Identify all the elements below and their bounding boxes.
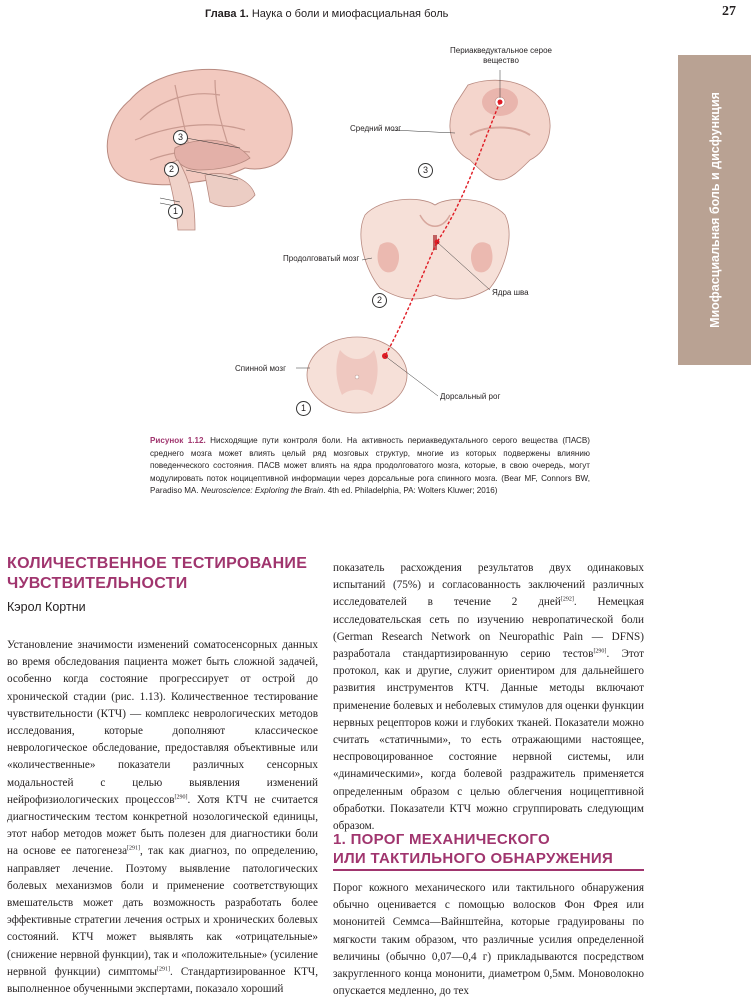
subsection-title — [333, 830, 613, 868]
figure-descending-pathways — [0, 30, 670, 435]
marker-2-medulla: 2 — [372, 293, 387, 308]
figure-caption — [150, 435, 590, 498]
ref-291b: [291] — [157, 966, 170, 973]
caption-label: Рисунок 1.12. — [150, 436, 206, 445]
label-raphe: Ядра шва — [492, 288, 529, 297]
left-text-3: , так как диагноз, по определению, направляет лечение. Поэтому выявление патологических болевых механизмов боли и применение соответствующих вмешательств может дать возможность разработать более эффективные стратегии лечения острых и хронических болевых состояний. КТЧ может выявлять как «отрицательные» (снижение нервной функции), так и «положительные» (усиление нервной функции) симптомы — [7, 845, 318, 978]
ref-291: [291] — [127, 845, 141, 852]
marker-3-midbrain: 3 — [418, 163, 433, 178]
right-text-1: показатель расхождения результатов двух одинаковых испытаний (75%) и согласованность заключений различных исследователей в течение 2 дней — [333, 562, 644, 609]
right-text-2: . Немецкая исследовательская сеть по изучению невропатической боли (German Research Network on Neuropathic Pain — DFNS) разработала стандартизированную серию тестов — [333, 596, 644, 661]
section-title-line1: КОЛИЧЕСТВЕННОЕ ТЕСТИРОВАНИЕ — [7, 555, 308, 572]
running-header — [205, 8, 448, 20]
section-author: Кэрол Кортни — [7, 600, 86, 614]
section-title-line2: ЧУВСТВИТЕЛЬНОСТИ — [7, 575, 188, 592]
figure-illustration — [0, 30, 670, 435]
left-column — [7, 637, 318, 998]
page-number: 27 — [722, 4, 736, 19]
right-paragraph-1 — [333, 560, 644, 835]
subsection-title-line1: 1. ПОРОГ МЕХАНИЧЕСКОГО — [333, 831, 550, 848]
label-dorsal-horn: Дорсальный рог — [440, 392, 501, 401]
label-midbrain: Средний мозг — [350, 124, 402, 133]
caption-book-title: Neuroscience: Exploring the Brain — [200, 486, 324, 496]
right-column-2 — [333, 880, 644, 1000]
label-medulla: Продолговатый мозг — [283, 254, 360, 263]
label-pag: Периакведуктальное серое вещество — [450, 46, 552, 65]
left-text-1: Установление значимости изменений соматосенсорных данных во время обследования пациента может быть сложной задачей, особенно когда состояние прогрессирует от острой до хронической стадии (рис. 1.13). Количественное тестирование чувствительности (КТЧ) — комплекс неврологических методов исследования, которые дополняют классическое неврологическое обследование, предоставляя объективные или «количественные» показатели различных сенсорных модальностей с целью выявления изменений нейрофизиологических процессов — [7, 639, 318, 806]
chapter-label: Глава 1. — [205, 8, 249, 20]
label-spinal: Спинной мозг — [235, 364, 286, 373]
caption-text-2: . 4th ed. Philadelphia, PA: Wolters Kluwer; 2016) — [323, 486, 498, 496]
ref-292: [292] — [560, 596, 574, 603]
brain-illustration — [107, 69, 292, 230]
caption-text-1: Нисходящие пути контроля боли. На активность периакведуктального серого вещества (ПАСВ) среднего мозга может влиять целый ряд мозговых структур, многие из которых подвержены влиянию поведенческого состояния. ПАСВ может влиять на ядра продолговатого мозга, которые, в свою очередь, могут модулировать поток ноцицептивной информации через дорсальные рога спинного мозга. (Bear MF, Connors BW, Paradiso MA. — [150, 436, 590, 496]
left-text-2: . Хотя КТЧ не считается диагностическим тестом конкретной нозологической единицы, этот набор методов может быть полезен для диагностики боли на основе ее патогенеза — [7, 793, 318, 858]
subsection-rule — [333, 869, 644, 871]
left-text-4: . Стандартизированное КТЧ, выполненное обученными экспертами, показало хороший — [7, 965, 318, 996]
marker-2-brain: 2 — [164, 162, 179, 177]
subsection-title-line2: ИЛИ ТАКТИЛЬНОГО ОБНАРУЖЕНИЯ — [333, 850, 614, 867]
right-paragraph-2: Порог кожного механического или тактильного обнаружения обычно оценивается с помощью волосков Фон Фрея или мононитей Семмса—Вайнштейна, которые градуированы по мягкости таким образом, что различные усилия определенной величины (обычно 0,07—0,4 г) прикладываются посредством закругленного конца мононити, диаметром 0,5мм. Моноволокно опускается медленно, до тех — [333, 882, 644, 998]
spinal-cord-section — [307, 337, 407, 413]
left-paragraph — [7, 637, 318, 998]
chapter-title: Наука о боли и миофасциальная боль — [251, 8, 449, 20]
marker-3-brain: 3 — [173, 130, 188, 145]
marker-1-brain: 1 — [168, 204, 183, 219]
right-text-3: . Этот протокол, как и другие, служит ориентиром для дальнейшего развития инструментов КТЧ. Данные методы включают применение болевых и неболевых стимулов для оценки функции нервных рецепторов кожи и глубоких тканей. Показатели можно считать «статичными», то есть отражающими настоящее, неспровоцированное состояние нервной системы, или «динамическими», когда болевой раздражитель применяется определенным образом с целью облегчения ноцицептивной обработки. Показатели КТЧ можно сгруппировать следующим образом. — [333, 648, 644, 833]
medulla-section — [361, 199, 509, 299]
marker-1-spinal: 1 — [296, 401, 311, 416]
ref-290b: [290] — [593, 648, 607, 655]
side-tab-label: Миофасциальная боль и дисфункция — [707, 92, 722, 328]
section-title — [7, 554, 307, 594]
ref-290: [290] — [174, 794, 188, 801]
side-chapter-tab — [678, 55, 751, 365]
right-column — [333, 560, 644, 835]
